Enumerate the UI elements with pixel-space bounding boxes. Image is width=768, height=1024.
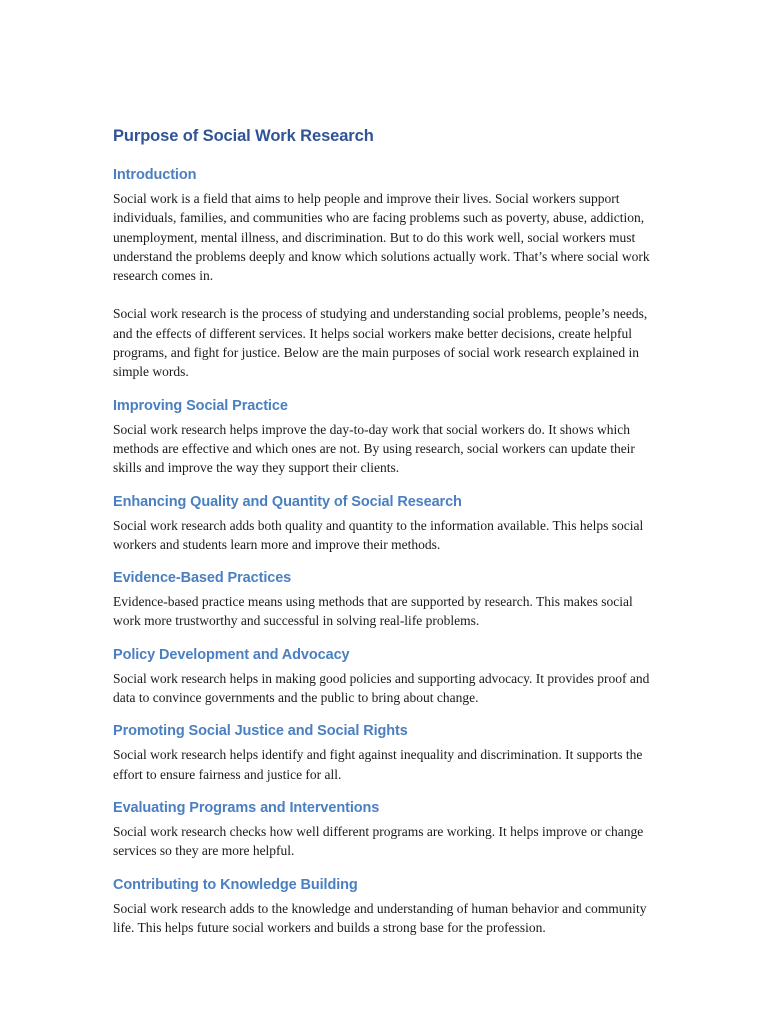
section-heading: Policy Development and Advocacy (113, 646, 350, 663)
paragraph: Social work research helps identify and fight against inequality and discrimination. It supports the effort to ensure fairness and justice for all. (113, 747, 643, 782)
section-heading: Enhancing Quality and Quantity of Social Research (113, 493, 462, 510)
paragraph: Social work research checks how well different programs are working. It helps improve or change services so they are more helpful. (113, 823, 644, 859)
section-heading: Evaluating Programs and Interventions (113, 799, 380, 816)
section-heading: Evidence-Based Practices (113, 570, 292, 587)
section-social-justice (113, 721, 658, 784)
paragraph: Social work research helps in making good policies and supporting advocacy. It provides proof and data to convince governments and the public to bring about change. (113, 670, 650, 706)
section-evidence-based-practices (113, 568, 658, 631)
section-heading: Promoting Social Justice and Social Rights (113, 723, 408, 740)
section-improving-social-practice (113, 396, 658, 478)
paragraph: Social work research helps improve the day-to-day work that social workers do. It shows which methods are effective and which ones are not. By using research, social workers can update their skills and improve the way they support their clients. (113, 421, 635, 476)
section-introduction (113, 165, 658, 382)
paragraph: Evidence-based practice means using methods that are supported by research. This makes social work more trustworthy and successful in solving real-life problems. (113, 594, 633, 629)
section-enhancing-quality (113, 492, 658, 555)
paragraph: Social work research adds to the knowledge and understanding of human behavior and community life. This helps future social workers and builds a strong base for the profession. (113, 900, 647, 935)
section-policy-development (113, 645, 658, 708)
paragraph: Social work research adds both quality and quantity to the information available. This helps social workers and students learn more and improve their methods. (113, 517, 644, 552)
section-evaluating-programs (113, 798, 658, 861)
section-heading: Contributing to Knowledge Building (113, 876, 358, 893)
paragraph: Social work research is the process of studying and understanding social problems, people’s needs, and the effects of different services. It helps social workers make better decisions, create helpful programs, and fight for justice. Below are the main purposes of social work research explained in simple words. (113, 306, 648, 380)
section-heading: Improving Social Practice (113, 397, 288, 414)
section-knowledge-building (113, 875, 658, 938)
document-page (113, 125, 658, 951)
document-title: Purpose of Social Work Research (113, 127, 374, 145)
section-heading: Introduction (113, 167, 197, 183)
paragraph: Social work is a field that aims to help people and improve their lives. Social workers support individuals, families, and communities who are facing problems such as poverty, abuse, addiction, unemployment, mental illness, and discrimination. But to do this work well, social workers must understand the problems deeply and know which solutions actually work. That’s where social work research comes in. (113, 191, 650, 284)
